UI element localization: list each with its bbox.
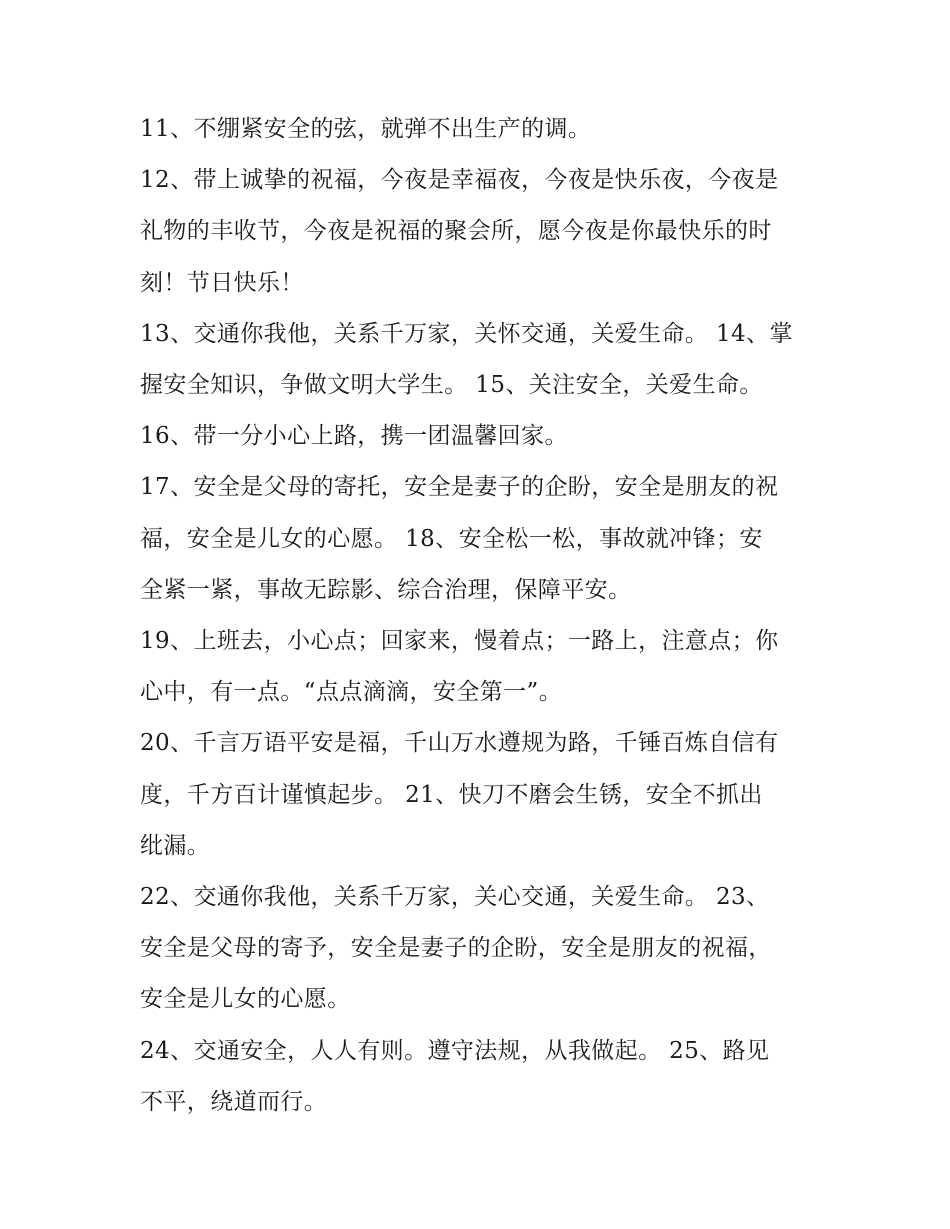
paragraph-12 [140, 155, 820, 309]
paragraph-24 [140, 1026, 820, 1128]
paragraph-13 [140, 309, 820, 411]
text-line: 安全是儿女的心愿。 [140, 986, 351, 1013]
text-line: 11、不绷紧安全的弦，就弹不出生产的调。 [140, 116, 592, 142]
text-line: 12、带上诚挚的祝福，今夜是幸福夜，今夜是快乐夜，今夜是 [140, 167, 779, 194]
text-line: 20、千言万语平安是福，千山万水遵规为路，千锤百炼自信有 [140, 730, 779, 757]
text-line: 16、带一分小心上路，携一团温馨回家。 [140, 423, 568, 450]
text-line: 礼物的丰收节，今夜是祝福的聚会所，愿今夜是你最快乐的时 [140, 218, 772, 245]
text-line: 度，千方百计谨慎起步。 21、快刀不磨会生锈，安全不抓出 [140, 781, 763, 808]
text-line: 安全是父母的寄予，安全是妻子的企盼，安全是朋友的祝福， [140, 935, 772, 962]
paragraph-17 [140, 462, 820, 616]
text-line: 13、交通你我他，关系千万家，关怀交通，关爱生命。 14、掌 [140, 320, 793, 347]
text-line: 福，安全是儿女的心愿。 18、安全松一松，事故就冲锋；安 [140, 525, 763, 552]
text-line: 心中，有一点。“点点滴滴，安全第一”。 [140, 679, 563, 706]
text-line: 握安全知识，争做文明大学生。 15、关注安全，关爱生命。 [140, 372, 763, 399]
text-line: 22、交通你我他，关系千万家，关心交通，关爱生命。 23、 [140, 884, 770, 911]
paragraph-11 [140, 104, 820, 155]
paragraph-19 [140, 616, 820, 718]
text-line: 17、安全是父母的寄托，安全是妻子的企盼，安全是朋友的祝 [140, 474, 779, 501]
text-line: 19、上班去，小心点；回家来，慢着点；一路上，注意点；你 [140, 628, 779, 655]
paragraph-20 [140, 718, 820, 872]
document-body [140, 104, 820, 1128]
text-line: 全紧一紧，事故无踪影、综合治理，保障平安。 [140, 576, 632, 603]
text-line: 刻！节日快乐！ [140, 269, 304, 296]
paragraph-22 [140, 872, 820, 1026]
text-line: 24、交通安全，人人有则。遵守法规，从我做起。 25、路见 [140, 1037, 770, 1064]
text-line: 不平，绕道而行。 [140, 1088, 328, 1115]
paragraph-16 [140, 411, 820, 462]
text-line: 纰漏。 [140, 832, 211, 859]
